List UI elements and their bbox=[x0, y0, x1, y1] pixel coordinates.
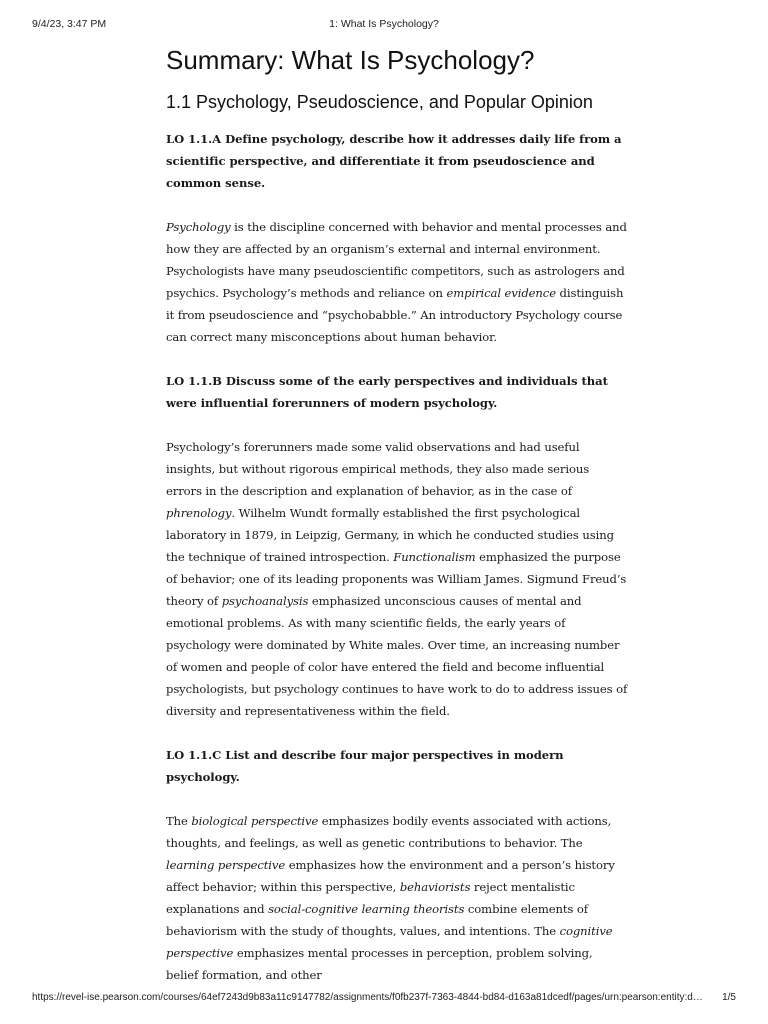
page-url: https://revel-ise.pearson.com/courses/64ef7243d9b83a11c9147782/assignments/f0fb237f-7363-4844-bd84-d163a81dcedf/pages/urn:pearson:entity:d… bbox=[32, 992, 703, 1003]
print-header bbox=[32, 18, 736, 32]
paragraph-psychology-definition: Psychology is the discipline concerned with behavior and mental processes and how they are affected by an organism’s external and internal environment. Psychologists have many pseudoscientific competitors, such as astrologers and psychics. Psychology’s methods and reliance on empirical evidence distinguish it from pseudoscience and “psychobabble.” An introductory Psychology course can correct many misconceptions about human behavior. bbox=[166, 220, 627, 344]
learning-objective-b: LO 1.1.B Discuss some of the early perspectives and individuals that were influential forerunners of modern psychology. bbox=[166, 374, 608, 410]
print-document-title: 1: What Is Psychology? bbox=[329, 18, 439, 30]
term-behaviorists: behaviorists bbox=[399, 880, 471, 894]
learning-objective-a: LO 1.1.A Define psychology, describe how it addresses daily life from a scientific perspective, and differentiate it from pseudoscience and common sense. bbox=[166, 132, 622, 190]
term-biological-perspective: biological perspective bbox=[191, 814, 319, 828]
print-datetime: 9/4/23, 3:47 PM bbox=[32, 18, 107, 30]
page-number: 1/5 bbox=[722, 992, 736, 1003]
page-title: Summary: What Is Psychology? bbox=[166, 45, 535, 75]
term-functionalism: Functionalism bbox=[393, 550, 476, 564]
term-cognitive-perspective: cognitive perspective bbox=[166, 924, 613, 960]
term-social-cognitive-learning-theorists: social-cognitive learning theorists bbox=[268, 902, 465, 916]
term-phrenology: phrenology bbox=[166, 506, 232, 520]
term-psychoanalysis: psychoanalysis bbox=[221, 594, 309, 608]
term-learning-perspective: learning perspective bbox=[166, 858, 286, 872]
paragraph-forerunners: Psychology’s forerunners made some valid observations and had useful insights, but without rigorous empirical methods, they also made serious errors in the description and explanation of behavior, as in the case of phrenology. Wilhelm Wundt formally established the first psychological laboratory in 1879, in Leipzig, Germany, in which he conducted studies using the technique of trained introspection. Functionalism emphasized the purpose of behavior; one of its leading proponents was William James. Sigmund Freud’s theory of psychoanalysis emphasized unconscious causes of mental and emotional problems. As with many scientific fields, the early years of psychology were dominated by White males. Over time, an increasing number of women and people of color have entered the field and become influential psychologists, but psychology continues to have work to do to address issues of diversity and representativeness within the field. bbox=[166, 440, 628, 718]
summary-content bbox=[166, 44, 628, 1008]
paragraph-perspectives: The biological perspective emphasizes bodily events associated with actions, thoughts, and feelings, as well as genetic contributions to behavior. The learning perspective emphasizes how the environment and a person’s history affect behavior; within this perspective, behaviorists reject mentalistic explanations and social-cognitive learning theorists combine elements of behaviorism with the study of thoughts, values, and intentions. The cognitive perspective emphasizes mental processes in perception, problem solving, belief formation, and other bbox=[166, 814, 615, 982]
learning-objective-c: LO 1.1.C List and describe four major perspectives in modern psychology. bbox=[166, 748, 564, 784]
term-empirical-evidence: empirical evidence bbox=[446, 286, 556, 300]
section-heading: 1.1 Psychology, Pseudoscience, and Popular Opinion bbox=[166, 92, 593, 112]
term-psychology: Psychology bbox=[166, 220, 231, 234]
print-footer bbox=[32, 992, 736, 1006]
